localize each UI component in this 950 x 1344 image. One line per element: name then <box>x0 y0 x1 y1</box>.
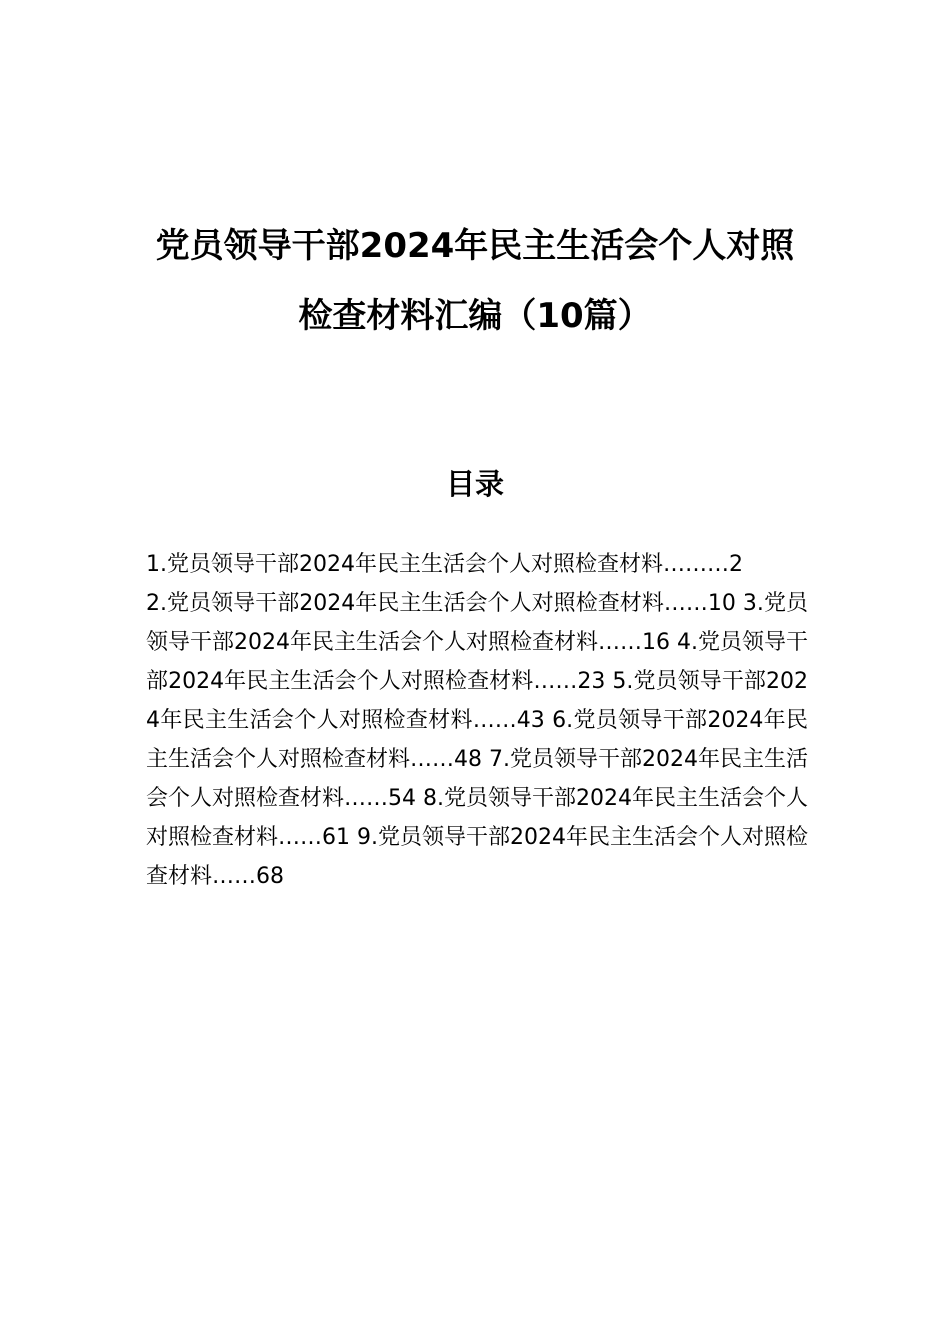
toc-entry-2[interactable]: 2.党员领导干部2024年民主生活会个人对照检查材料……10 <box>146 591 736 616</box>
toc-entry-3[interactable]: 3.党员领导干部2024年民主生活会个人对照检查材料……16 <box>146 591 808 655</box>
document-title-line-1: 党员领导干部2024年民主生活会个人对照 <box>155 226 795 266</box>
toc-entry-4[interactable]: 4.党员领导干部2024年民主生活会个人对照检查材料……23 <box>146 630 808 694</box>
toc-entry-6[interactable]: 6.党员领导干部2024年民主生活会个人对照检查材料……48 <box>146 708 809 772</box>
table-of-contents <box>146 545 808 896</box>
toc-entry-8[interactable]: 8.党员领导干部2024年民主生活会个人对照检查材料……61 <box>146 786 809 850</box>
toc-entry-5[interactable]: 5.党员领导干部2024年民主生活会个人对照检查材料……43 <box>146 669 808 733</box>
toc-entry-7[interactable]: 7.党员领导干部2024年民主生活会个人对照检查材料……54 <box>146 747 809 811</box>
toc-heading: 目录 <box>445 467 504 501</box>
toc-entry-1[interactable]: 1.党员领导干部2024年民主生活会个人对照检查材料………2 <box>146 552 743 577</box>
toc-entry-9[interactable]: 9.党员领导干部2024年民主生活会个人对照检查材料……68 <box>146 825 808 889</box>
document-title-line-2: 检查材料汇编（10篇） <box>298 296 652 336</box>
